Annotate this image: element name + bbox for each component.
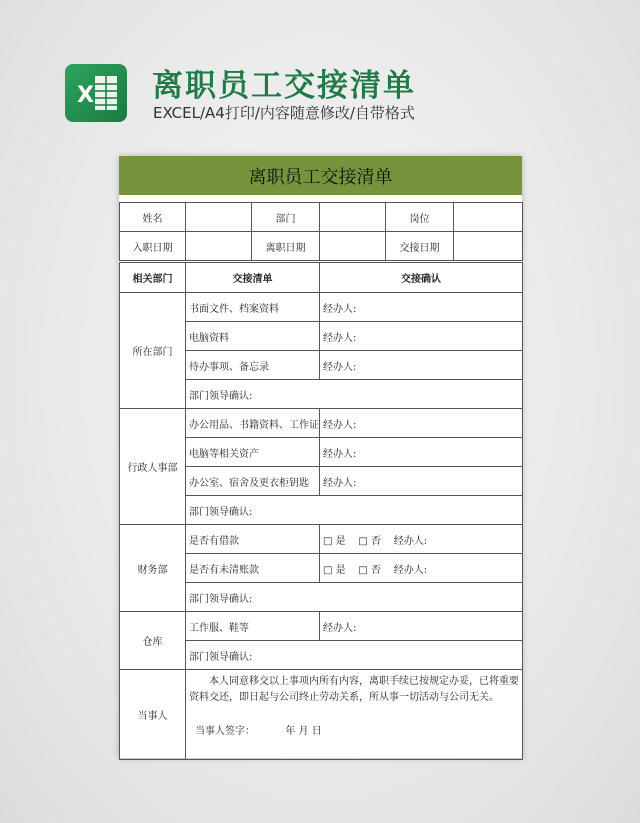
form-sheet	[119, 156, 522, 758]
list-item: 电脑资料	[186, 322, 320, 351]
position-label: 岗位	[386, 203, 454, 232]
leader-confirm-cell[interactable]: 部门领导确认:	[186, 496, 523, 525]
handover-table	[119, 262, 523, 760]
name-value-cell[interactable]	[186, 203, 252, 232]
handover-date-label: 交接日期	[386, 232, 454, 261]
leader-confirm-cell[interactable]: 部门领导确认:	[186, 380, 523, 409]
handler-cell[interactable]: 经办人:	[320, 467, 523, 496]
no-label: 否	[371, 564, 381, 576]
name-label: 姓名	[120, 203, 186, 232]
section-finance: 财务部	[120, 525, 186, 612]
position-value-cell[interactable]	[454, 203, 523, 232]
list-item: 办公室、宿舍及更衣柜钥匙	[186, 467, 320, 496]
basic-info-table	[119, 202, 523, 261]
handler-cell[interactable]: 经办人:	[320, 351, 523, 380]
excel-logo-icon	[65, 64, 127, 122]
page-subtitle: EXCEL/A4打印/内容随意修改/自带格式	[153, 104, 415, 122]
dept-label: 部门	[252, 203, 320, 232]
col-header-list: 交接清单	[186, 263, 320, 293]
handler-cell[interactable]: 经办人:	[320, 322, 523, 351]
list-item: 是否有借款	[186, 525, 320, 554]
list-item: 书面文件、档案资料	[186, 293, 320, 322]
signature-label: 当事人签字：	[195, 726, 255, 737]
leave-date-label: 离职日期	[252, 232, 320, 261]
section-party: 当事人	[120, 670, 186, 760]
handler-label: 经办人:	[393, 564, 428, 576]
yes-label: 是	[335, 535, 346, 547]
list-item: 办公用品、书籍资料、工作证	[186, 409, 320, 438]
handler-label: 经办人:	[393, 535, 428, 547]
col-header-dept: 相关部门	[120, 263, 186, 293]
form-title: 离职员工交接清单	[119, 156, 522, 195]
list-item: 电脑等相关资产	[186, 438, 320, 467]
handover-date-value-cell[interactable]	[454, 232, 523, 261]
leader-confirm-cell[interactable]: 部门领导确认:	[186, 641, 523, 670]
col-header-confirm: 交接确认	[320, 263, 523, 293]
leader-confirm-cell[interactable]: 部门领导确认:	[186, 583, 523, 612]
list-item: 是否有未清账款	[186, 554, 320, 583]
excel-logo-letter: X	[77, 83, 94, 108]
yes-no-cell	[320, 525, 523, 554]
hire-date-label: 入职日期	[120, 232, 186, 261]
checkbox-no[interactable]: □	[358, 535, 368, 547]
signature-line[interactable]	[189, 724, 519, 740]
page-title: 离职员工交接清单	[152, 68, 416, 104]
handler-cell[interactable]: 经办人:	[320, 293, 523, 322]
list-item: 待办事项、备忘录	[186, 351, 320, 380]
section-warehouse: 仓库	[120, 612, 186, 670]
handler-cell[interactable]: 经办人:	[320, 409, 523, 438]
party-statement-cell	[186, 670, 523, 760]
checkbox-yes[interactable]: □	[323, 535, 333, 547]
party-statement: 本人同意移交以上事项内所有内容，离职手续已按规定办妥，已将重要资料交还，即日起与公司终止劳动关系，所从事一切活动与公司无关。	[189, 676, 519, 703]
yes-no-cell	[320, 554, 523, 583]
list-item: 工作服、鞋等	[186, 612, 320, 641]
no-label: 否	[371, 535, 381, 547]
checkbox-yes[interactable]: □	[323, 564, 333, 576]
checkbox-no[interactable]: □	[358, 564, 368, 576]
section-own-dept: 所在部门	[120, 293, 186, 409]
handler-cell[interactable]: 经办人:	[320, 612, 523, 641]
dept-value-cell[interactable]	[320, 203, 386, 232]
leave-date-value-cell[interactable]	[320, 232, 386, 261]
hire-date-value-cell[interactable]	[186, 232, 252, 261]
signature-date: 年 月 日	[285, 726, 322, 737]
yes-label: 是	[335, 564, 346, 576]
handler-cell[interactable]: 经办人:	[320, 438, 523, 467]
section-admin: 行政人事部	[120, 409, 186, 525]
